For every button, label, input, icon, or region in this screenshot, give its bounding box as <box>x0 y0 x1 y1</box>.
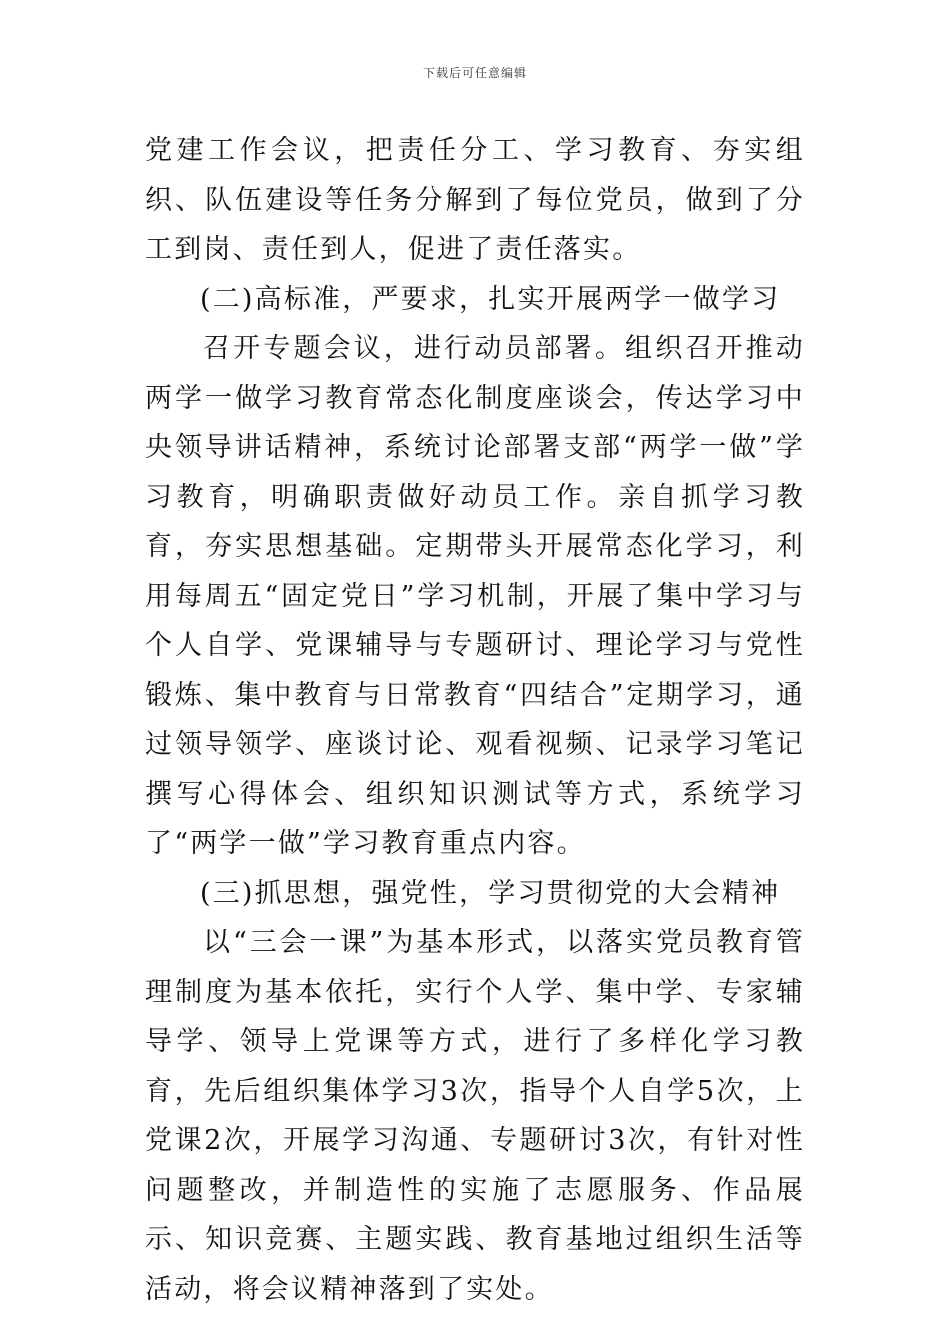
paragraph-section-3: 以“三会一课”为基本形式，以落实党员教育管理制度为基本依托，实行个人学、集中学、专家辅导学、领导上党课等方式，进行了多样化学习教育，先后组织集体学习3次，指导个人自学5次，上党课2次，开展学习沟通、专题研讨3次，有针对性问题整改，并制造性的实施了志愿服务、作品展示、知识竞赛、主题实践、教育基地过组织生活等活动，将会议精神落到了实处。 <box>145 927 805 1305</box>
section-heading-2: (二)高标准，严要求，扎实开展两学一做学习 <box>200 283 781 315</box>
paragraph-continuation: 党建工作会议，把责任分工、学习教育、夯实组织、队伍建设等任务分解到了每位党员，做到了分工到岗、责任到人，促进了责任落实。 <box>145 135 805 265</box>
section-heading-3: (三)抓思想，强党性，学习贯彻党的大会精神 <box>200 877 781 909</box>
document-body <box>145 126 805 1314</box>
page-header-note: 下载后可任意编辑 <box>422 66 527 80</box>
paragraph-section-2: 召开专题会议，进行动员部署。组织召开推动两学一做学习教育常态化制度座谈会，传达学习中央领导讲话精神，系统讨论部署支部“两学一做”学习教育，明确职责做好动员工作。亲自抓学习教育，夯实思想基础。定期带头开展常态化学习，利用每周五“固定党日”学习机制，开展了集中学习与个人自学、党课辅导与专题研讨、理论学习与党性锻炼、集中教育与日常教育“四结合”定期学习，通过领导领学、座谈讨论、观看视频、记录学习笔记撰写心得体会、组织知识测试等方式，系统学习了“两学一做”学习教育重点内容。 <box>145 333 805 859</box>
